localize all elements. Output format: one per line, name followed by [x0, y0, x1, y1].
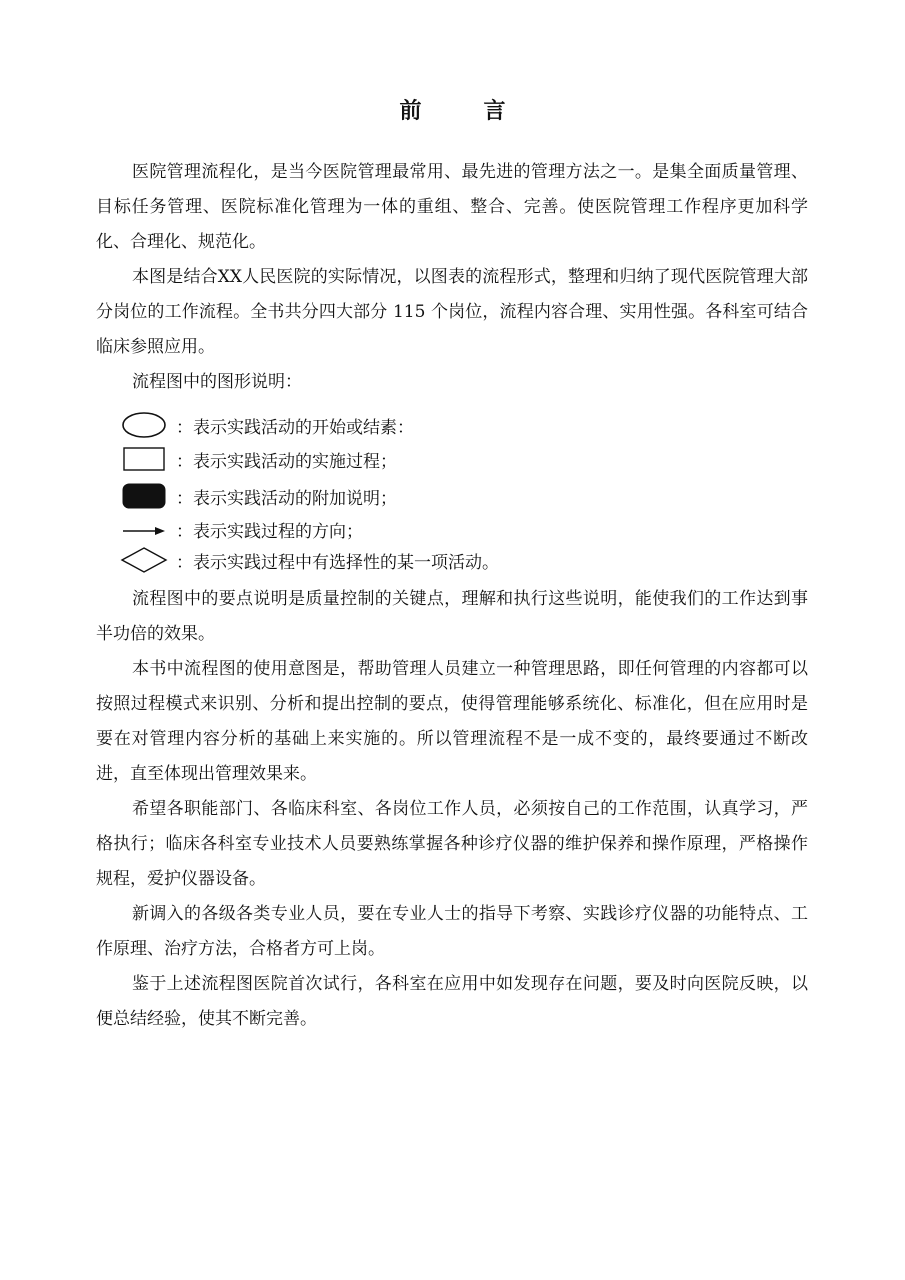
- legend-item-decision: [120, 545, 499, 575]
- body-paragraphs: [96, 582, 808, 1037]
- legend-text: ：表示实践过程中有选择性的某一项活动。: [176, 552, 499, 573]
- ellipse-icon: [120, 410, 168, 440]
- rectangle-icon: [120, 444, 168, 474]
- paragraph-5: 本书中流程图的使用意图是，帮助管理人员建立一种管理思路，即任何管理的内容都可以按照过程模式来识别、分析和提出控制的要点，使得管理能够系统化、标准化，但在应用时是要在对管理内容分析的基础上来实施的。所以管理流程不是一成不变的，最终要通过不断改进，直至体现出管理效果来。: [96, 659, 808, 784]
- legend-text: ：表示实践活动的附加说明；: [176, 488, 397, 509]
- legend-text: ：表示实践过程的方向；: [176, 521, 363, 542]
- arrow-icon: [120, 514, 168, 544]
- title-char-1: 前: [399, 98, 422, 124]
- paragraph-7: 新调入的各级各类专业人员，要在专业人士的指导下考察、实践诊疗仪器的功能特点、工作原理、治疗方法，合格者方可上岗。: [96, 904, 808, 959]
- legend-item-note: [120, 481, 397, 511]
- paragraph-6: 希望各职能部门、各临床科室、各岗位工作人员，必须按自己的工作范围，认真学习，严格执行；临床各科室专业技术人员要熟练掌握各种诊疗仪器的维护保养和操作原理，严格操作规程，爱护仪器设备。: [96, 799, 808, 889]
- paragraph-2: 本图是结合XX人民医院的实际情况，以图表的流程形式，整理和归纳了现代医院管理大部分岗位的工作流程。全书共分四大部分 115 个岗位，流程内容合理、实用性强。各科室可结合临床参照应用。: [96, 267, 808, 357]
- paragraph-1: 医院管理流程化，是当今医院管理最常用、最先进的管理方法之一。是集全面质量管理、目标任务管理、医院标准化管理为一体的重组、整合、完善。使医院管理工作程序更加科学化、合理化、规范化。: [96, 162, 808, 252]
- page-title: [0, 94, 905, 125]
- diamond-icon: [120, 545, 168, 575]
- filled-rounded-rect-icon: [120, 481, 168, 511]
- paragraph-3: 流程图中的图形说明：: [132, 372, 302, 392]
- intro-paragraphs: [96, 155, 808, 400]
- legend-text: ：表示实践活动的开始或结素：: [176, 417, 414, 438]
- legend-item-start-end: [120, 410, 414, 440]
- legend-item-process: [120, 444, 397, 474]
- legend-text: ：表示实践活动的实施过程；: [176, 451, 397, 472]
- legend-item-direction: [120, 514, 363, 544]
- paragraph-4: 流程图中的要点说明是质量控制的关键点，理解和执行这些说明，能使我们的工作达到事半功倍的效果。: [96, 589, 808, 644]
- paragraph-8: 鉴于上述流程图医院首次试行，各科室在应用中如发现存在问题，要及时向医院反映，以便总结经验，使其不断完善。: [96, 974, 808, 1029]
- title-char-2: 言: [483, 98, 506, 124]
